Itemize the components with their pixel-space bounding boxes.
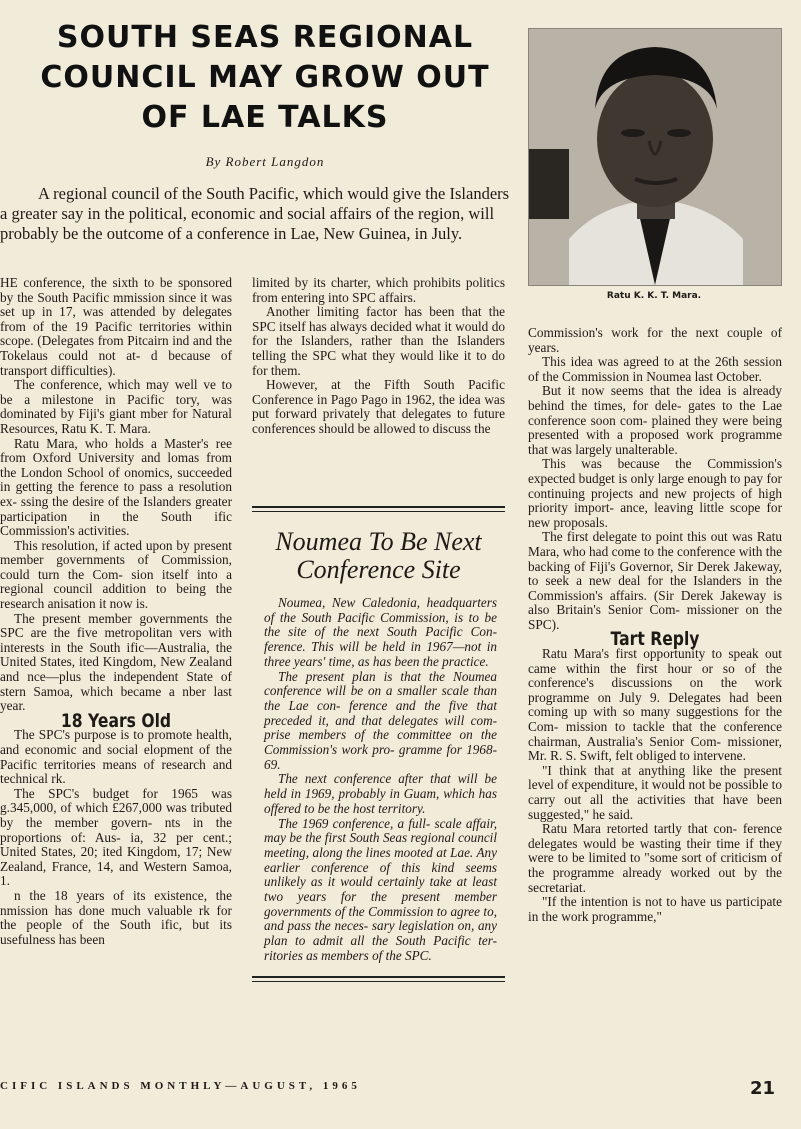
body-paragraph: n the 18 years of its existence, the nmission has done much valuable rk for the people of the South ific, but its usefulness has been [0,887,232,947]
body-paragraph: This resolution, if acted upon by present member governments of Commission, could turn the Com- sion itself into a regional council addition to being the research anisation it now is. [0,537,232,612]
sidebar-box [252,506,505,982]
column-3 [528,326,782,924]
body-paragraph: Ratu Mara retorted tartly that con- ference delegates would be wasting their time if they were to be limited to "some sort of criticism of the programme already worked out by the secretariat. [528,821,782,895]
body-paragraph: Ratu Mara's first opportunity to speak out came within the first hour or so of the conference's discussions on the work programme on July 9. Delegates had been coming up with so many suggestions for the Com- mission to tackle that the conference chairman, Australia's Senior Com- missioner, Mr. R. S. Swift, felt obliged to intervene. [528,646,782,764]
body-paragraph: The present member governments the SPC are the five metropolitan vers with interests in the South ific—Australia, the United States, ited Kingdom, New Zealand and nce—plus the independent State of stern Samoa, which became a nber last year. [0,610,232,714]
running-footer: CIFIC ISLANDS MONTHLY—AUGUST, 1965 [0,1080,361,1092]
headline: SOUTH SEAS REGIONAL COUNCIL MAY GROW OUT OF LAE TALKS [40,20,490,135]
page-number: 21 [750,1078,776,1099]
divider [252,976,505,982]
body-paragraph: limited by its charter, which prohibits politics from entering into SPC affairs. [252,275,505,305]
body-paragraph: Another limiting factor has been that the SPC itself has always decided what it would do for the Islanders, rather than the Islanders telling the SPC what they would like it to do for them. [252,304,505,378]
divider [252,506,505,512]
sidebar-paragraph: The present plan is that the Noumea conference will be on a smaller scale than the Lae con- ference and the five that preceded it, and that delegates will com- prise members of the committee on the Commission's work pro- gramme for 1968-69. [264,668,497,772]
body-paragraph: The SPC's purpose is to promote health, and economic and social elopment of the Pacific territories means of research and technical rk. [0,727,232,787]
subheading: 18 Years Old [60,709,172,732]
intro-paragraph: A regional council of the South Pacific, which would give the Islanders a greater say in the political, economic and social affairs of the region, will probably be the outcome of a conference in Lae, New Guinea, in July. [0,184,510,243]
body-paragraph: The first delegate to point this out was Ratu Mara, who had come to the conference with the backing of Fiji's Governor, Sir Derek Jakeway, to seek a new deal for the Islanders in the Commission's affairs. (Sir Derek Jakeway is also Britain's Senior Com- missioner on the SPC). [528,529,782,632]
sidebar-text [252,596,505,964]
portrait-photo [528,28,782,286]
body-paragraph: This was because the Commission's expected budget is only large enough to pay for continuing projects and new projects of high priority import- ance, leaving little scope for new proposals. [528,456,782,530]
body-paragraph: "I think that at anything like the present level of expenditure, it would not be possible to carry out all the activities that have been suggested," he said. [528,762,782,822]
body-paragraph: Commission's work for the next couple of years. [528,325,782,355]
body-paragraph: This idea was agreed to at the 26th session of the Commission in Noumea last October. [528,354,782,384]
body-paragraph: However, at the Fifth South Pacific Conference in Pago Pago in 1962, the idea was put forward privately that delegates to future conferences should be allowed to discuss the [252,377,505,436]
sidebar-paragraph: The 1969 conference, a full- scale affair, may be the first South Seas regional council meeting, along the lines mooted at Lae. Any earlier conference of this kind seems unlikely as it would certainly take at least two years for the present member governments of the Commission to agree to, and pass the neces- sary legislation on, any plan to admit all the South Pacific ter- ritories as members of the SPC. [264,815,497,963]
byline: By Robert Langdon [205,154,325,169]
sidebar-paragraph: Noumea, New Caledonia, headquarters of the South Pacific Commission, is to be the site of the next South Pacific Con- ference. This will be held in 1967—not in three years' time, as has been the practice. [264,595,497,669]
sidebar-paragraph: The next conference after that will be held in 1969, probably in Guam, which has offered to be the host territory. [264,771,497,816]
sidebar-title: Noumea To Be Next Conference Site [275,527,482,584]
subheading: Tart Reply [610,628,700,651]
photo-caption: Ratu K. K. T. Mara. [606,291,702,301]
body-paragraph: But it now seems that the idea is already behind the times, for dele- gates to the Lae conference soon com- plained they were being presented with a proposed work programme that was largely unalterable. [528,383,782,457]
column-1 [0,276,232,947]
body-paragraph: Ratu Mara, who holds a Master's ree from Oxford University and lomas from the London School of onomics, succeeded in getting the ference to pass a resolution ex- ssing the desire of the Islanders greater participation in the South ific Commission's activities. [0,435,232,539]
column-2 [252,276,505,437]
portrait-illustration [529,29,781,285]
body-paragraph: HE conference, the sixth to be sponsored by the South Pacific mmission since it was set up in 17, was attended by delegates from of the 19 Pacific territories within scope. (Delegates from Pitcairn ind and the Tokelaus could not at- d because of transport difficulties). [0,275,232,378]
body-paragraph: The SPC's budget for 1965 was g.345,000, of which £267,000 was tributed by the member govern- nts in the proportions of: Aus- ia, 32 per cent.; United States, 20; ited Kingdom, 17; New Zealand, France, 14, and Western Samoa, 1. [0,785,232,889]
body-paragraph: The conference, which may well ve to be a milestone in Pacific tory, was dominated by Fiji's giant mber for Natural Resources, Ratu K. T. Mara. [0,377,232,436]
body-paragraph: "If the intention is not to have us participate in the work programme," [528,894,782,924]
